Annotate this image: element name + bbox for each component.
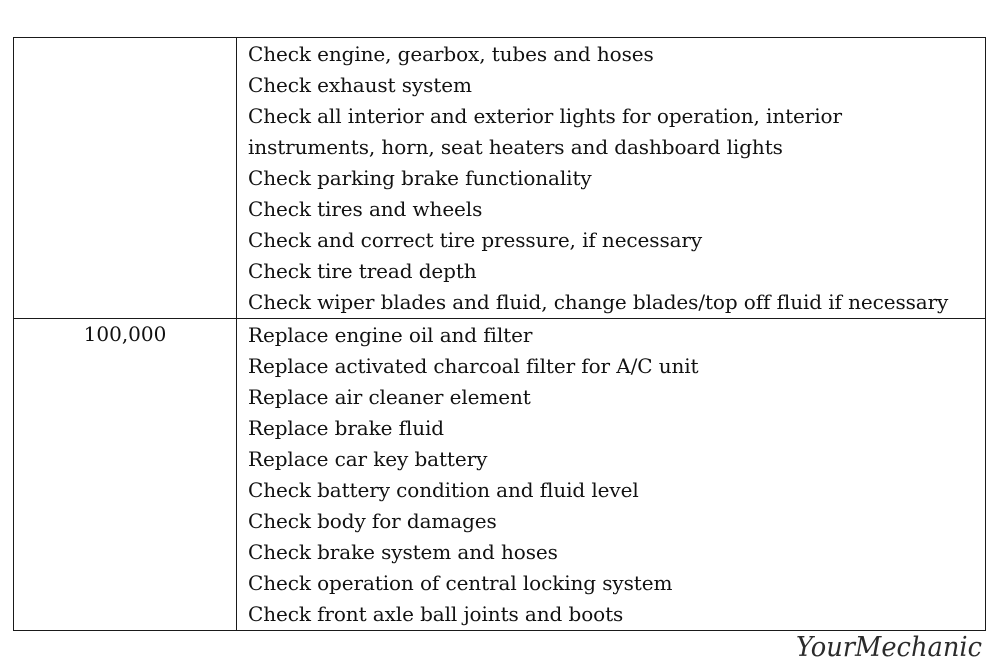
task-item: Replace engine oil and filter <box>248 323 533 347</box>
task-item: Check wiper blades and fluid, change blades/top off fluid if necessary <box>248 290 949 314</box>
yourmechanic-logo <box>794 630 984 664</box>
task-item: Check tire tread depth <box>248 259 477 283</box>
task-item: Replace activated charcoal filter for A/C unit <box>248 354 699 378</box>
task-item: Check brake system and hoses <box>248 540 558 564</box>
logo-text: YourMechanic <box>796 632 982 663</box>
task-item: Check engine, gearbox, tubes and hoses <box>248 42 654 66</box>
task-item: Check tires and wheels <box>248 197 483 221</box>
task-item: Replace air cleaner element <box>248 385 531 409</box>
maintenance-table <box>13 37 986 631</box>
task-item: Check body for damages <box>248 509 497 533</box>
task-item: instruments, horn, seat heaters and dashboard lights <box>248 135 783 159</box>
task-item: Check battery condition and fluid level <box>248 478 639 502</box>
task-item: Check parking brake functionality <box>248 166 592 190</box>
task-item: Check front axle ball joints and boots <box>248 602 624 626</box>
task-item: Check exhaust system <box>248 73 472 97</box>
task-item: Replace brake fluid <box>248 416 444 440</box>
tasks-cell <box>237 38 986 319</box>
task-item: Check operation of central locking system <box>248 571 673 595</box>
tasks-cell <box>237 319 986 631</box>
interval-cell <box>14 319 237 631</box>
interval-cell <box>14 38 237 319</box>
task-item: Check all interior and exterior lights for operation, interior <box>248 104 842 128</box>
table-row <box>14 319 986 631</box>
interval-value: 100,000 <box>83 322 167 346</box>
table-row <box>14 38 986 319</box>
task-item: Replace car key battery <box>248 447 488 471</box>
task-item: Check and correct tire pressure, if necessary <box>248 228 703 252</box>
